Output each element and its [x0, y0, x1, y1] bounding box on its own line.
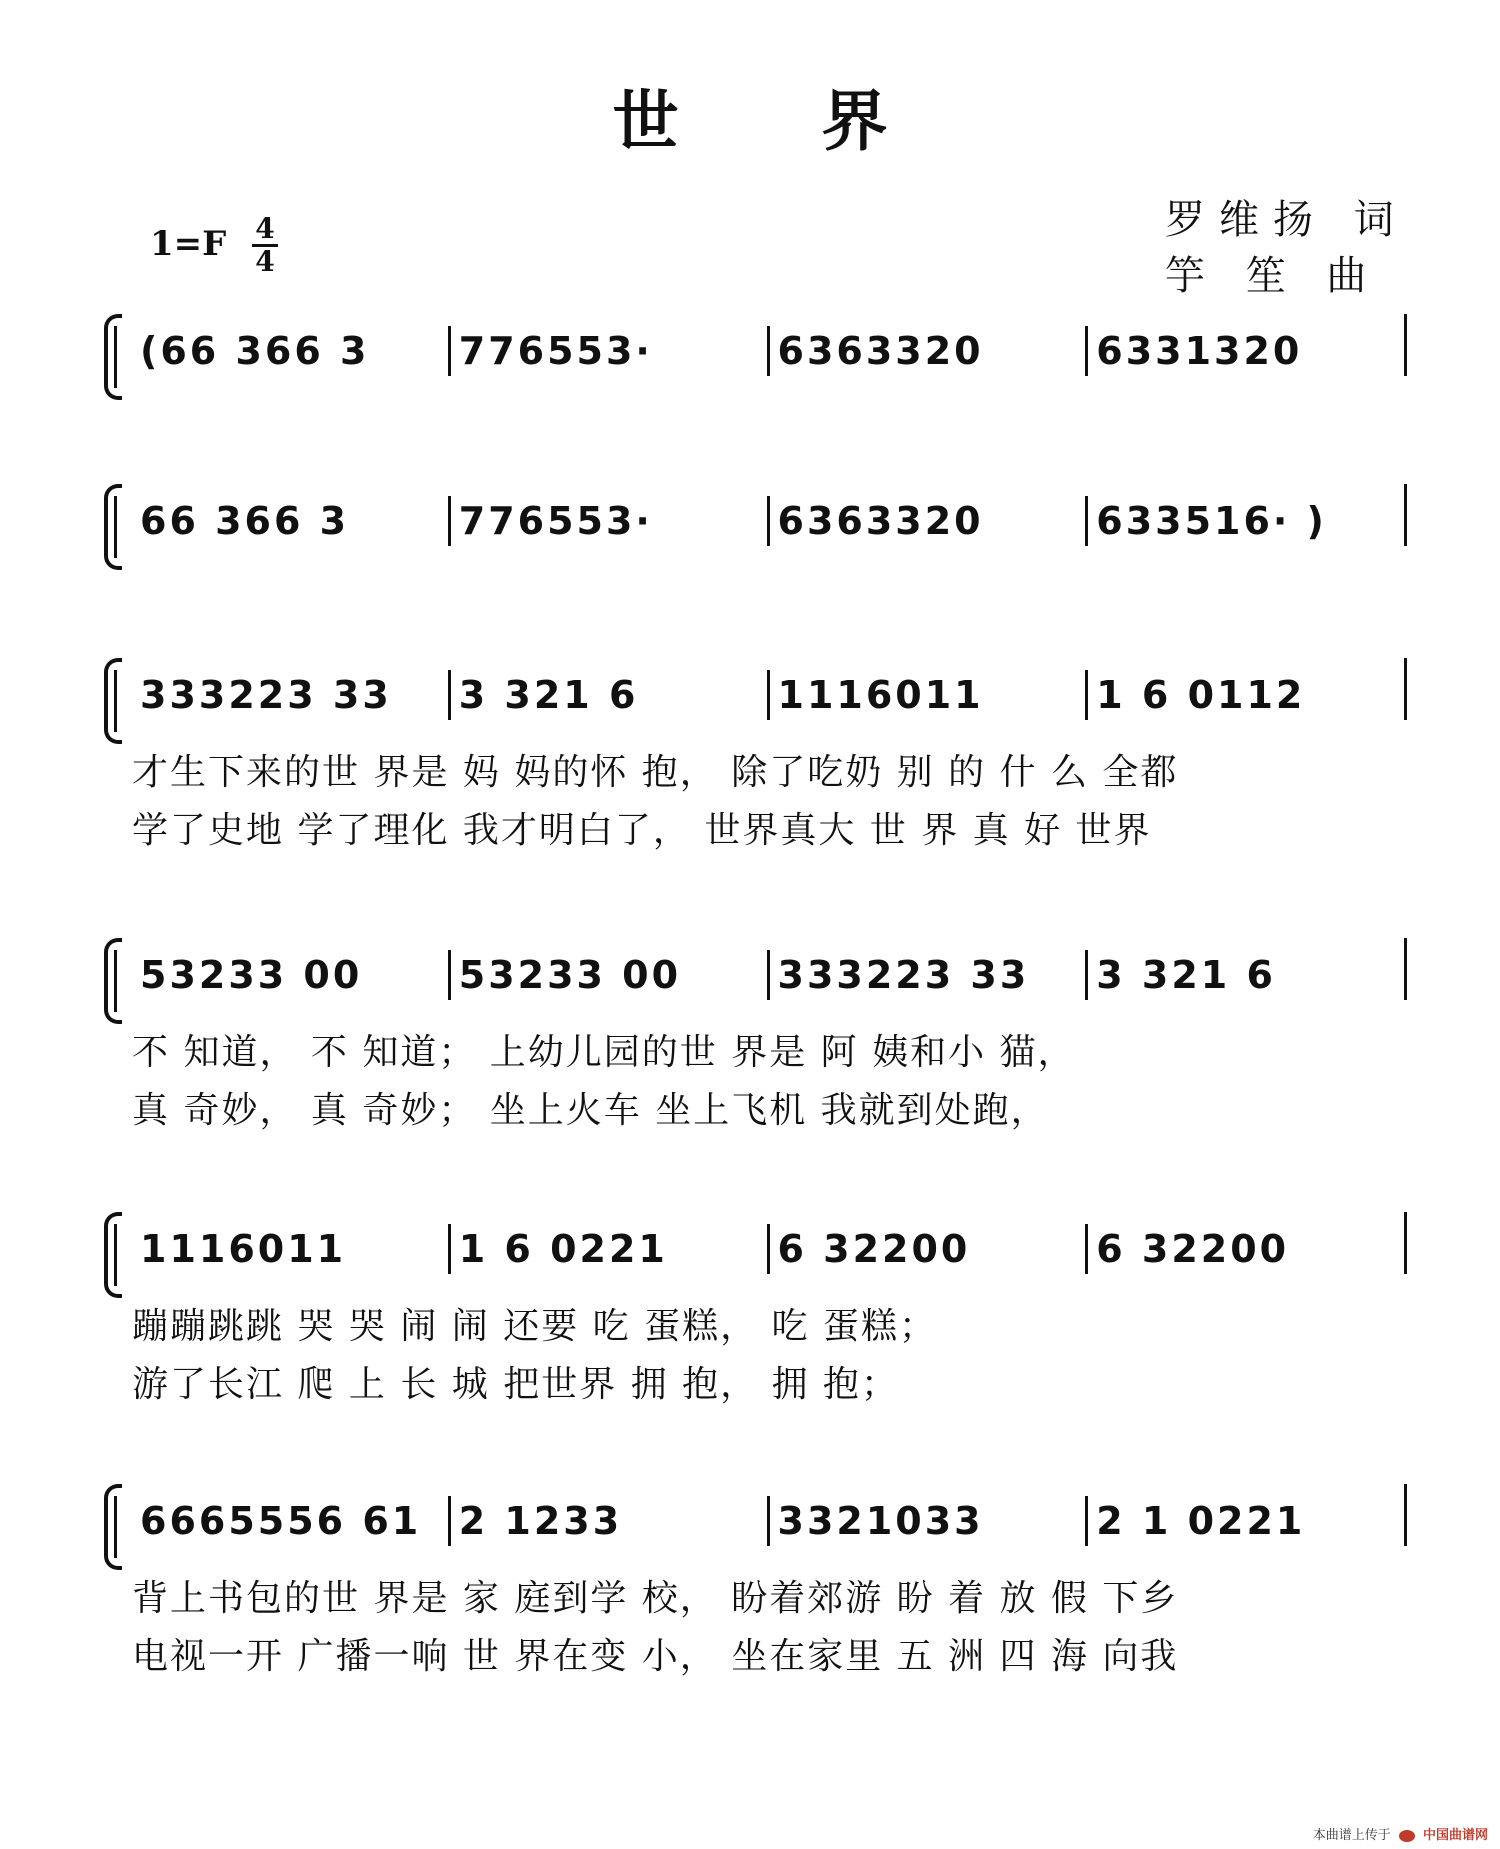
bar-line	[1404, 938, 1407, 1000]
bar-line	[1404, 484, 1407, 546]
measure: 776553·	[448, 326, 767, 376]
lyric-line-2: 电视一开 广播一响 世 界在变 小， 坐在家里 五 洲 四 海 向我	[132, 1636, 1179, 1677]
system-brace	[104, 938, 122, 1024]
system-brace	[104, 1212, 122, 1298]
lyric-line-1: 蹦蹦跳跳 哭 哭 闹 闹 还要 吃 蛋糕， 吃 蛋糕；	[132, 1306, 937, 1347]
system-brace	[104, 1484, 122, 1570]
measure: 6 32200	[767, 1224, 1086, 1274]
bar-line	[1404, 1212, 1407, 1274]
measure: 6665556 61	[140, 1499, 422, 1543]
measure: 6331320	[1085, 326, 1404, 376]
site-logo-icon	[1399, 1830, 1415, 1842]
lyricist-credit: 罗维扬 词	[1165, 197, 1408, 243]
measure: 1 6 0221	[448, 1224, 767, 1274]
measure: 6363320	[767, 326, 1086, 376]
lyric-line-1: 不 知道， 不 知道； 上幼儿园的世 界是 阿 姨和小 猫，	[132, 1032, 1076, 1073]
measure: 1116011	[767, 670, 1086, 720]
measure: 3 321 6	[1085, 950, 1404, 1000]
measure: 53233 00	[448, 950, 767, 1000]
lyric-line-2: 学了史地 学了理化 我才明白了， 世界真大 世 界 真 好 世界	[132, 810, 1152, 851]
upload-footer	[1313, 1824, 1488, 1843]
measure: 776553·	[448, 496, 767, 546]
lyric-line-1: 才生下来的世 界是 妈 妈的怀 抱， 除了吃奶 别 的 什 么 全都	[132, 752, 1179, 793]
time-signature-top: 4	[255, 212, 275, 245]
measure: 633516· )	[1085, 496, 1404, 546]
measure: 53233 00	[140, 953, 363, 997]
bar-line	[1404, 658, 1407, 720]
measure: 2 1 0221	[1085, 1496, 1404, 1546]
measure: 1116011	[140, 1227, 347, 1271]
composer-credit: 竽 笙 曲	[1165, 253, 1381, 299]
measure: 6 32200	[1085, 1224, 1404, 1274]
measure: 66 366 3	[140, 499, 350, 543]
bar-line	[1404, 1484, 1407, 1546]
measure: 333223 33	[140, 673, 392, 717]
system-brace	[104, 484, 122, 570]
time-signature-bottom: 4	[255, 245, 275, 278]
lyric-line-2: 游了长江 爬 上 长 城 把世界 拥 抱， 拥 抱；	[132, 1364, 899, 1405]
measure: 3 321 6	[448, 670, 767, 720]
measure: 3321033	[767, 1496, 1086, 1546]
song-title: 世 界	[612, 82, 948, 160]
time-signature	[250, 214, 280, 277]
footer-site-link[interactable]: 中国曲谱网	[1422, 1828, 1488, 1843]
measure: 6363320	[767, 496, 1086, 546]
bar-line	[1404, 314, 1407, 376]
measure: 2 1233	[448, 1496, 767, 1546]
system-brace	[104, 658, 122, 744]
measure: 1 6 0112	[1085, 670, 1404, 720]
lyric-line-2: 真 奇妙， 真 奇妙； 坐上火车 坐上飞机 我就到处跑，	[132, 1090, 1049, 1131]
measure: (66 366 3	[140, 329, 370, 373]
lyric-line-1: 背上书包的世 界是 家 庭到学 校， 盼着郊游 盼 着 放 假 下乡	[132, 1578, 1179, 1619]
key-signature: 1=F	[150, 224, 227, 264]
footer-text: 本曲谱上传于	[1312, 1828, 1391, 1843]
system-brace	[104, 314, 122, 400]
measure: 333223 33	[767, 950, 1086, 1000]
